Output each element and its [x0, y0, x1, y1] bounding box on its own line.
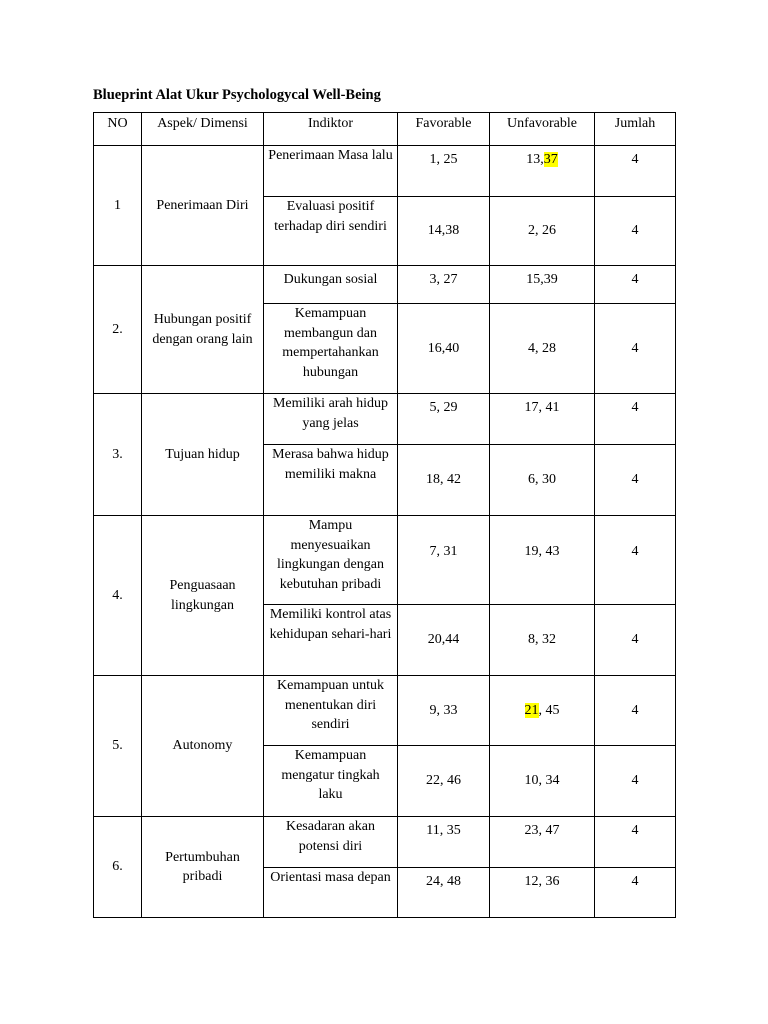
favorable-items: 18, 42: [398, 445, 490, 516]
dimension-aspek: Pertumbuhan pribadi: [142, 817, 264, 918]
dimension-number: 3.: [94, 394, 142, 516]
favorable-items: 7, 31: [398, 516, 490, 605]
header-aspek: Aspek/ Dimensi: [142, 113, 264, 146]
table-row: [94, 146, 676, 197]
dimension-aspek: Autonomy: [142, 676, 264, 817]
unfavorable-items: 19, 43: [490, 516, 595, 605]
favorable-items: 22, 46: [398, 746, 490, 817]
unfavorable-items: 17, 41: [490, 394, 595, 445]
favorable-items: 9, 33: [398, 676, 490, 746]
indicator-label: Memiliki kontrol atas kehidupan sehari-hari: [264, 605, 398, 676]
jumlah-count: 4: [595, 304, 676, 394]
header-favorable: Favorable: [398, 113, 490, 146]
unfavorable-items: 10, 34: [490, 746, 595, 817]
unfavorable-text: 13,: [526, 152, 544, 167]
header-jumlah: Jumlah: [595, 113, 676, 146]
highlighted-item: 21: [524, 702, 539, 718]
dimension-aspek: Hubungan positif dengan orang lain: [142, 266, 264, 394]
jumlah-count: 4: [595, 516, 676, 605]
header-no: NO: [94, 113, 142, 146]
jumlah-count: 4: [595, 197, 676, 266]
dimension-aspek: Tujuan hidup: [142, 394, 264, 516]
favorable-items: 3, 27: [398, 266, 490, 304]
unfavorable-items: 4, 28: [490, 304, 595, 394]
favorable-items: 11, 35: [398, 817, 490, 868]
dimension-aspek: Penerimaan Diri: [142, 146, 264, 266]
blueprint-table: [93, 112, 676, 918]
dimension-number: 1: [94, 146, 142, 266]
jumlah-count: 4: [595, 394, 676, 445]
indicator-label: Dukungan sosial: [264, 266, 398, 304]
table-row: [94, 676, 676, 746]
unfavorable-items: 8, 32: [490, 605, 595, 676]
jumlah-count: 4: [595, 817, 676, 868]
jumlah-count: 4: [595, 746, 676, 817]
jumlah-count: 4: [595, 266, 676, 304]
indicator-label: Memiliki arah hidup yang jelas: [264, 394, 398, 445]
favorable-items: 16,40: [398, 304, 490, 394]
unfavorable-items: [490, 676, 595, 746]
unfavorable-items: 15,39: [490, 266, 595, 304]
indicator-label: Kesadaran akan potensi diri: [264, 817, 398, 868]
table-row: [94, 394, 676, 445]
favorable-items: 14,38: [398, 197, 490, 266]
unfavorable-items: 6, 30: [490, 445, 595, 516]
indicator-label: Orientasi masa depan: [264, 868, 398, 918]
jumlah-count: 4: [595, 146, 676, 197]
unfavorable-items: 2, 26: [490, 197, 595, 266]
dimension-number: 4.: [94, 516, 142, 676]
dimension-number: 6.: [94, 817, 142, 918]
dimension-number: 2.: [94, 266, 142, 394]
table-row: [94, 266, 676, 304]
indicator-label: Kemampuan untuk menentukan diri sendiri: [264, 676, 398, 746]
jumlah-count: 4: [595, 605, 676, 676]
unfavorable-items: [490, 146, 595, 197]
document-title: Blueprint Alat Ukur Psychologycal Well-Being: [93, 87, 381, 103]
indicator-label: Evaluasi positif terhadap diri sendiri: [264, 197, 398, 266]
jumlah-count: 4: [595, 868, 676, 918]
indicator-label: Penerimaan Masa lalu: [264, 146, 398, 197]
favorable-items: 24, 48: [398, 868, 490, 918]
table-row: [94, 817, 676, 868]
unfavorable-items: 12, 36: [490, 868, 595, 918]
table-row: [94, 516, 676, 605]
indicator-label: Merasa bahwa hidup memiliki makna: [264, 445, 398, 516]
indicator-label: Kemampuan membangun dan mempertahankan hubungan: [264, 304, 398, 394]
jumlah-count: 4: [595, 676, 676, 746]
dimension-number: 5.: [94, 676, 142, 817]
favorable-items: 5, 29: [398, 394, 490, 445]
highlighted-item: 37: [543, 152, 558, 167]
header-indikator: Indiktor: [264, 113, 398, 146]
favorable-items: 1, 25: [398, 146, 490, 197]
indicator-label: Mampu menyesuaikan lingkungan dengan kebutuhan pribadi: [264, 516, 398, 605]
jumlah-count: 4: [595, 445, 676, 516]
unfavorable-items: 23, 47: [490, 817, 595, 868]
table-header-row: [94, 113, 676, 146]
indicator-label: Kemampuan mengatur tingkah laku: [264, 746, 398, 817]
unfavorable-text: , 45: [538, 702, 560, 718]
dimension-aspek: Penguasaan lingkungan: [142, 516, 264, 676]
header-unfavorable: Unfavorable: [490, 113, 595, 146]
favorable-items: 20,44: [398, 605, 490, 676]
